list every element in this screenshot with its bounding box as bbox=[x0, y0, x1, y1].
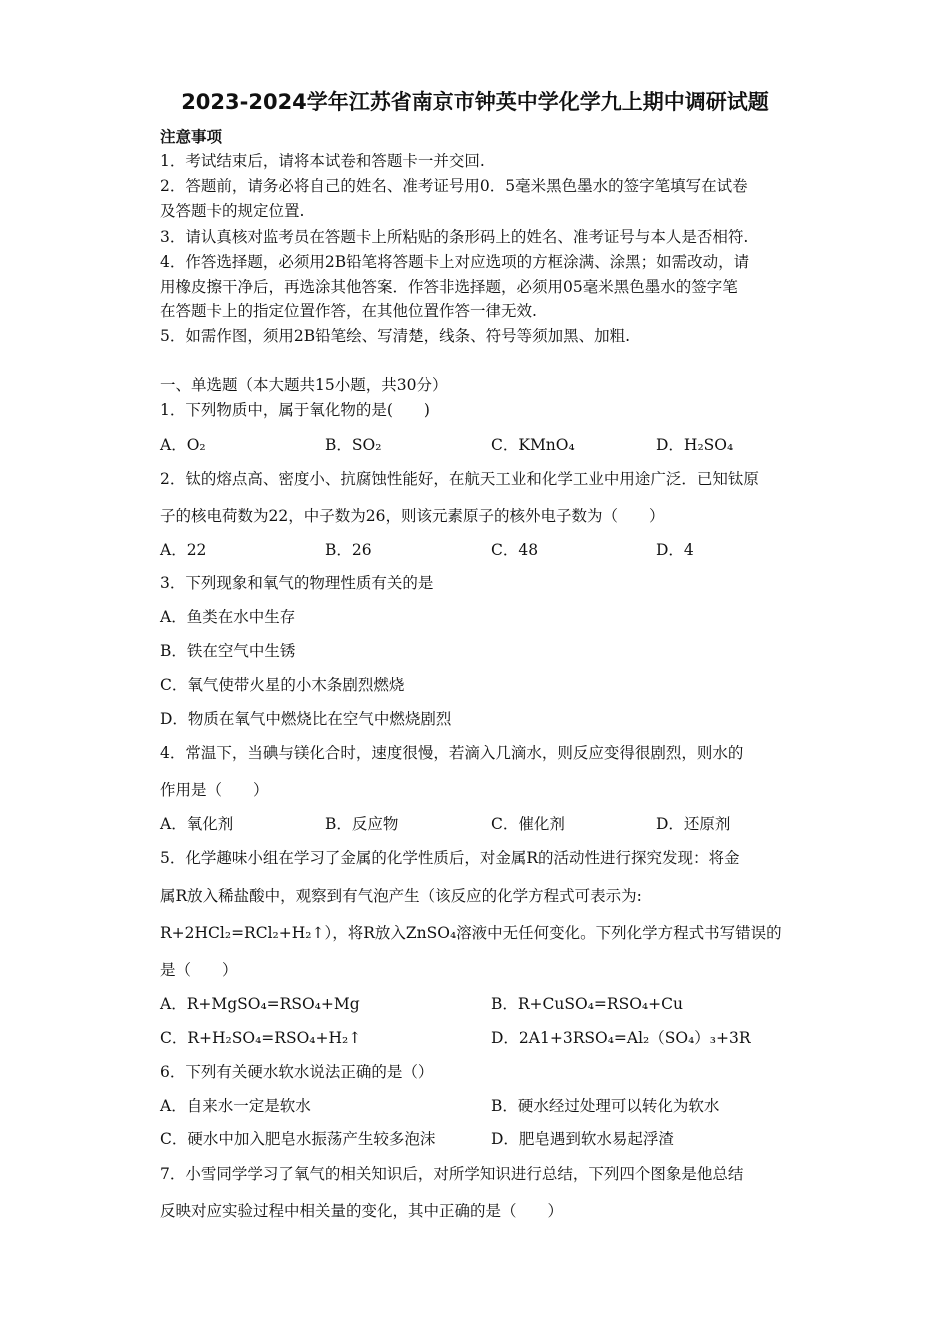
q1-option-a: A．O₂ bbox=[160, 436, 206, 454]
notice-line: 在答题卡上的指定位置作答，在其他位置作答一律无效. bbox=[160, 302, 537, 320]
question-5-stem: 是（ ） bbox=[160, 961, 238, 979]
section-heading: 一、单选题（本大题共15小题，共30分） bbox=[160, 376, 448, 394]
notice-line: 3．请认真核对监考员在答题卡上所粘贴的条形码上的姓名、准考证号与本人是否相符. bbox=[160, 228, 749, 246]
q4-option-d: D．还原剂 bbox=[656, 815, 731, 833]
question-4-stem: 4．常温下，当碘与镁化合时，速度很慢，若滴入几滴水，则反应变得很剧烈，则水的 bbox=[160, 744, 744, 762]
q4-option-b: B．反应物 bbox=[325, 815, 399, 833]
q3-option-d: D．物质在氧气中燃烧比在空气中燃烧剧烈 bbox=[160, 710, 452, 728]
question-7-stem: 7．小雪同学学习了氧气的相关知识后，对所学知识进行总结，下列四个图象是他总结 bbox=[160, 1165, 744, 1183]
question-5-stem: 属R放入稀盐酸中，观察到有气泡产生（该反应的化学方程式可表示为: bbox=[160, 887, 642, 905]
q2-option-d: D．4 bbox=[656, 541, 694, 559]
notice-line: 4．作答选择题，必须用2B铅笔将答题卡上对应选项的方框涂满、涂黑；如需改动，请 bbox=[160, 253, 750, 271]
question-4-stem: 作用是（ ） bbox=[160, 781, 269, 799]
q2-option-a: A．22 bbox=[160, 541, 207, 559]
notice-line: 及答题卡的规定位置. bbox=[160, 202, 305, 220]
question-5-stem: 5．化学趣味小组在学习了金属的化学性质后，对金属R的活动性进行探究发现：将金 bbox=[160, 849, 740, 867]
q1-option-d: D．H₂SO₄ bbox=[656, 436, 734, 454]
notice-line: 2．答题前，请务必将自己的姓名、准考证号用0．5毫米黑色墨水的签字笔填写在试卷 bbox=[160, 177, 748, 195]
q5-option-b: B．R+CuSO₄=RSO₄+Cu bbox=[491, 995, 683, 1013]
question-5-stem: R+2HCl₂=RCl₂+H₂↑），将R放入ZnSO₄溶液中无任何变化。下列化学方程式书写错误的 bbox=[160, 924, 782, 942]
q6-option-b: B．硬水经过处理可以转化为软水 bbox=[491, 1097, 720, 1115]
notice-heading: 注意事项 bbox=[160, 127, 223, 146]
question-6-stem: 6．下列有关硬水软水说法正确的是（） bbox=[160, 1063, 434, 1081]
q6-option-a: A．自来水一定是软水 bbox=[160, 1097, 311, 1115]
notice-line: 用橡皮擦干净后，再选涂其他答案．作答非选择题，必须用05毫米黑色墨水的签字笔 bbox=[160, 278, 738, 296]
q4-option-a: A．氧化剂 bbox=[160, 815, 234, 833]
q2-option-c: C．48 bbox=[491, 541, 539, 559]
q6-option-c: C．硬水中加入肥皂水振荡产生较多泡沫 bbox=[160, 1130, 436, 1148]
q1-option-b: B．SO₂ bbox=[325, 436, 382, 454]
notice-line: 5．如需作图，须用2B铅笔绘、写清楚，线条、符号等须加黑、加粗. bbox=[160, 327, 631, 345]
question-1-stem: 1．下列物质中，属于氧化物的是( ) bbox=[160, 401, 430, 419]
q5-option-d: D．2A1+3RSO₄=Al₂（SO₄）₃+3R bbox=[491, 1029, 751, 1047]
q4-option-c: C．催化剂 bbox=[491, 815, 565, 833]
page-title: 2023-2024学年江苏省南京市钟英中学化学九上期中调研试题 bbox=[181, 90, 769, 114]
q3-option-c: C．氧气使带火星的小木条剧烈燃烧 bbox=[160, 676, 405, 694]
q6-option-d: D．肥皂遇到软水易起浮渣 bbox=[491, 1130, 674, 1148]
q3-option-a: A．鱼类在水中生存 bbox=[160, 608, 296, 626]
q3-option-b: B．铁在空气中生锈 bbox=[160, 642, 296, 660]
q2-option-b: B．26 bbox=[325, 541, 372, 559]
question-2-stem: 2．钛的熔点高、密度小、抗腐蚀性能好，在航天工业和化学工业中用途广泛．已知钛原 bbox=[160, 470, 759, 488]
q5-option-a: A．R+MgSO₄=RSO₄+Mg bbox=[160, 995, 360, 1013]
question-7-stem: 反映对应实验过程中相关量的变化，其中正确的是（ ） bbox=[160, 1202, 564, 1220]
question-3-stem: 3．下列现象和氧气的物理性质有关的是 bbox=[160, 574, 434, 592]
q5-option-c: C．R+H₂SO₄=RSO₄+H₂↑ bbox=[160, 1029, 362, 1047]
question-2-stem: 子的核电荷数为22，中子数为26，则该元素原子的核外电子数为（ ） bbox=[160, 507, 665, 525]
notice-line: 1．考试结束后，请将本试卷和答题卡一并交回. bbox=[160, 152, 485, 170]
q1-option-c: C．KMnO₄ bbox=[491, 436, 575, 454]
